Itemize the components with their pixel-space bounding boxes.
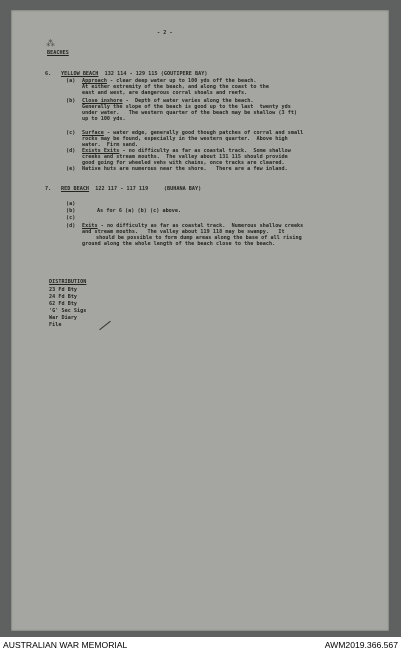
item-title-line <box>61 71 208 77</box>
sub-title: Surface <box>82 130 104 136</box>
beach-name: YELLOW BEACH <box>61 71 99 77</box>
sub-text: - clear deep water up to 100 yds off the beach. <box>106 78 257 84</box>
pencil-tick-mark <box>99 321 111 330</box>
section-heading: BEACHES <box>47 50 69 56</box>
sub-text: - no difficulty as far as coastal track. Numerous shallow creeks <box>97 223 304 229</box>
para-line: ground along the whole length of the beach close to the beach. <box>82 241 276 247</box>
handwritten-mark: ⁂ <box>46 39 55 49</box>
para-line: Native huts are numerous near the shore. There are a few inland. <box>82 166 288 172</box>
beach-name: RED BEACH <box>61 186 90 192</box>
sub-label: (d) <box>66 148 76 154</box>
beach-ref: 122 117 - 117 119 (BUHANA BAY) <box>89 186 202 192</box>
item-title-line <box>61 186 201 192</box>
para-line: creeks and stream mouths. The valley about 131 115 should provide <box>82 154 288 160</box>
item-number: 7. <box>45 186 52 192</box>
distribution-item: 23 Fd Bty <box>49 287 78 293</box>
sub-text: - no difficulty as far as coastal track. Some shallow <box>119 148 291 154</box>
para-line: water. Firm sand. <box>82 142 139 148</box>
sub-text: - water edge, generally good though patches of corral and small <box>103 130 304 136</box>
para-line: As for 6 (a) (b) (c) above. <box>97 208 182 214</box>
para-line: At either extremity of the beach, and along the coast to the <box>82 84 270 90</box>
footer-catalogue-number: AWM2019.366.567 <box>324 640 398 650</box>
archive-footer <box>0 637 401 653</box>
footer-institution: AUSTRALIAN WAR MEMORIAL <box>3 640 128 650</box>
item-number: 6. <box>45 71 52 77</box>
document-page <box>11 10 389 631</box>
distribution-item: 62 Fd Bty <box>49 301 78 307</box>
para-line: under water. The western quarter of the beach may be shallow (3 ft) <box>82 110 298 116</box>
sub-title: Exists Exits <box>82 148 120 154</box>
sub-title: Close inshore <box>82 98 123 104</box>
sub-label: (a) <box>66 201 76 207</box>
para-line: and stream mouths. The valley about 119 118 may be swampy. It <box>82 229 285 235</box>
distribution-item: File <box>49 322 62 328</box>
beach-ref: 132 114 - 129 115 (GOUTIPERE BAY) <box>98 71 208 77</box>
distribution-item: 24 Fd Bty <box>49 294 78 300</box>
sub-label: (b) <box>66 208 76 214</box>
sub-label: (e) <box>66 166 76 172</box>
para-line: Generally the slope of the beach is good up to the last twenty yds <box>82 104 291 110</box>
sub-title: Exits <box>82 223 98 229</box>
para-line: east and west, are dangerous corral shoals and reefs. <box>82 90 248 96</box>
page-number: - 2 - <box>157 30 173 36</box>
para-line: good going for wheeled vehs with chains, once tracks are cleared. <box>82 160 285 166</box>
para-line: rocks may be found, especially in the western quarter. Above high <box>82 136 288 142</box>
sub-text: - Depth of water varies along the beach. <box>122 98 254 104</box>
sub-label: (b) <box>66 98 76 104</box>
sub-label: (d) <box>66 223 76 229</box>
distribution-item: War Diary <box>49 315 78 321</box>
para-line: up to 100 yds. <box>82 116 126 122</box>
para-line: should be possible to form dump areas along the base of all rising <box>96 235 302 241</box>
distribution-title: DISTRIBUTION <box>49 279 87 285</box>
sub-label: (a) <box>66 78 76 84</box>
distribution-item: 'G' Sec Sigs <box>49 308 87 314</box>
sub-title: Approach <box>82 78 107 84</box>
sub-label: (c) <box>66 130 76 136</box>
sub-label: (c) <box>66 215 76 221</box>
